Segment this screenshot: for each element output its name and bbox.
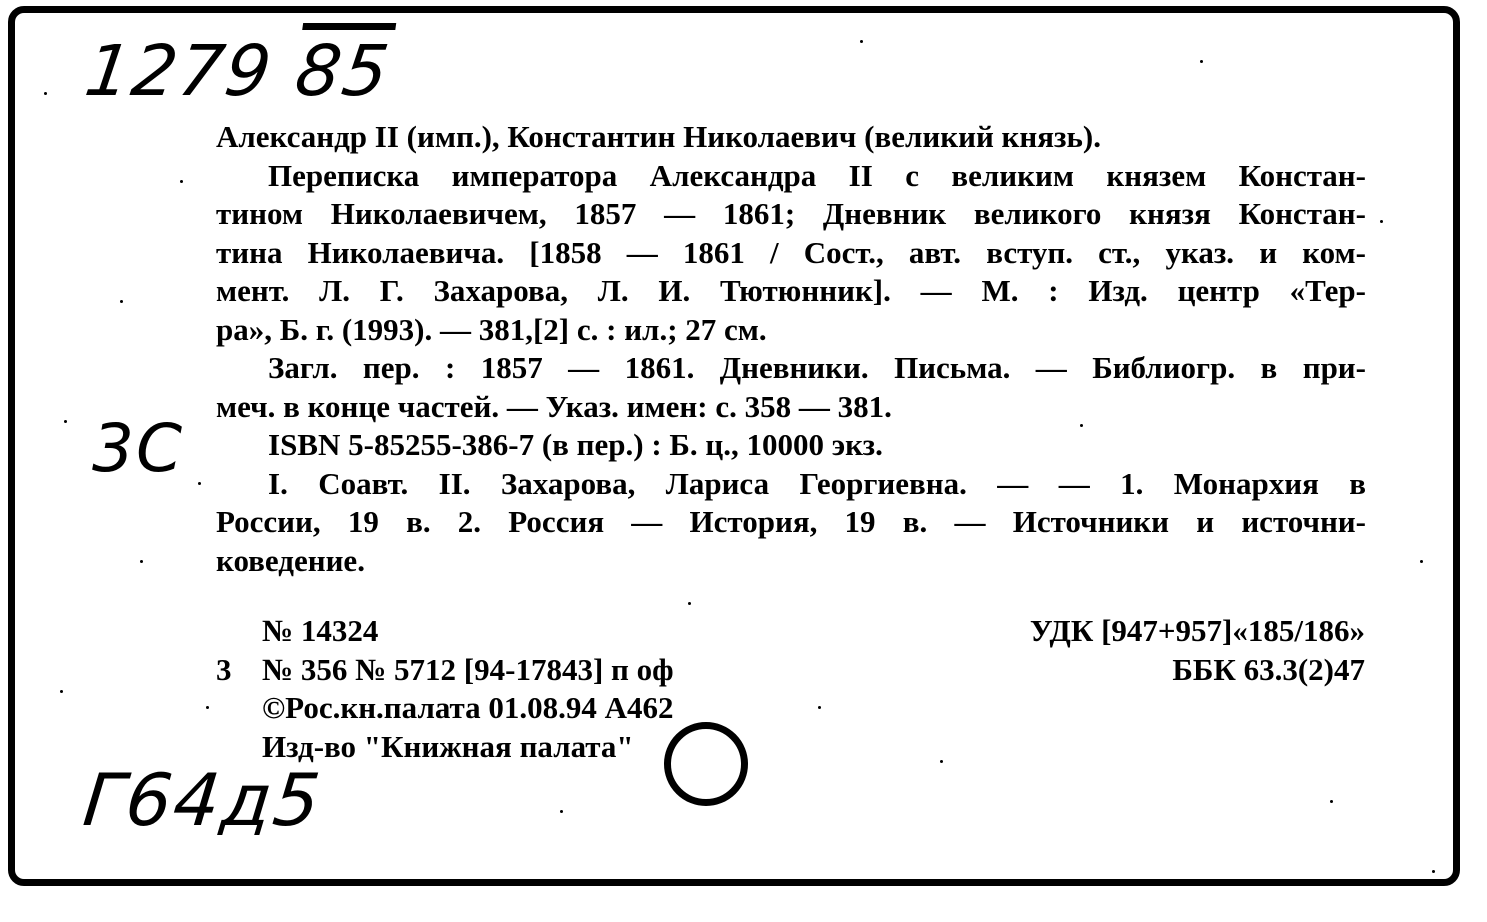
footer-row bbox=[216, 612, 674, 651]
entry-line: тином Николаевичем, 1857 — 1861; Дневник великого князя Констан- bbox=[216, 196, 1366, 231]
entry-line: тина Николаевича. [1858 — 1861 / Сост., авт. вступ. ст., указ. и ком- bbox=[216, 234, 1366, 270]
entry-line: России, 19 в. 2. Россия — История, 19 в. — Источники и источни- bbox=[216, 504, 1366, 539]
record-number: № 14324 bbox=[262, 613, 379, 648]
entry-line: Загл. пер. : 1857 — 1861. Дневники. Письма. — Библиогр. в при- bbox=[268, 350, 1366, 385]
copyright-line: ©Рос.кн.палата 01.08.94 А462 bbox=[262, 690, 674, 725]
bbk-code: ББК 63.3(2)47 bbox=[1172, 651, 1365, 687]
record-ids: № 356 № 5712 [94-17843] п оф bbox=[262, 651, 674, 687]
entry-line: Переписка императора Александра II с великим князем Констан- bbox=[268, 157, 1366, 193]
handwritten-left-mark: 3C bbox=[92, 410, 185, 487]
handwritten-number-main: 1279 bbox=[80, 30, 278, 112]
entry-line: коведение. bbox=[216, 542, 365, 578]
footer-row bbox=[216, 689, 674, 728]
bibliographic-entry bbox=[216, 118, 1366, 580]
entry-line: I. Соавт. II. Захарова, Лариса Георгиевна. — — 1. Монархия в bbox=[268, 465, 1366, 501]
card-footer-left bbox=[216, 612, 674, 766]
card-footer-right bbox=[1030, 612, 1365, 689]
udk-code: УДК [947+957]«185/186» bbox=[1029, 613, 1365, 648]
entry-line: меч. в конце частей. — Указ. имен: с. 358 — 381. bbox=[216, 388, 892, 424]
handwritten-number-overlined: 85 bbox=[290, 30, 396, 112]
footer-row bbox=[216, 728, 674, 767]
entry-line: ISBN 5-85255-386-7 (в пер.) : Б. ц., 10000 экз. bbox=[268, 427, 883, 462]
entry-line: Александр II (имп.), Константин Николаевич (великий князь). bbox=[216, 119, 1101, 154]
copies-prefix: 3 bbox=[216, 651, 232, 687]
handwritten-shelf-number bbox=[80, 30, 395, 112]
stamp-circle bbox=[664, 722, 748, 806]
entry-line: ра», Б. г. (1993). — 381,[2] с. : ил.; 27 см. bbox=[216, 311, 767, 347]
footer-row bbox=[216, 651, 674, 690]
handwritten-bottom-mark: Г64д5 bbox=[79, 758, 326, 842]
publisher-line: Изд-во "Книжная палата" bbox=[262, 728, 634, 764]
entry-line: мент. Л. Г. Захарова, Л. И. Тютюнник]. — М. : Изд. центр «Тер- bbox=[216, 273, 1366, 308]
